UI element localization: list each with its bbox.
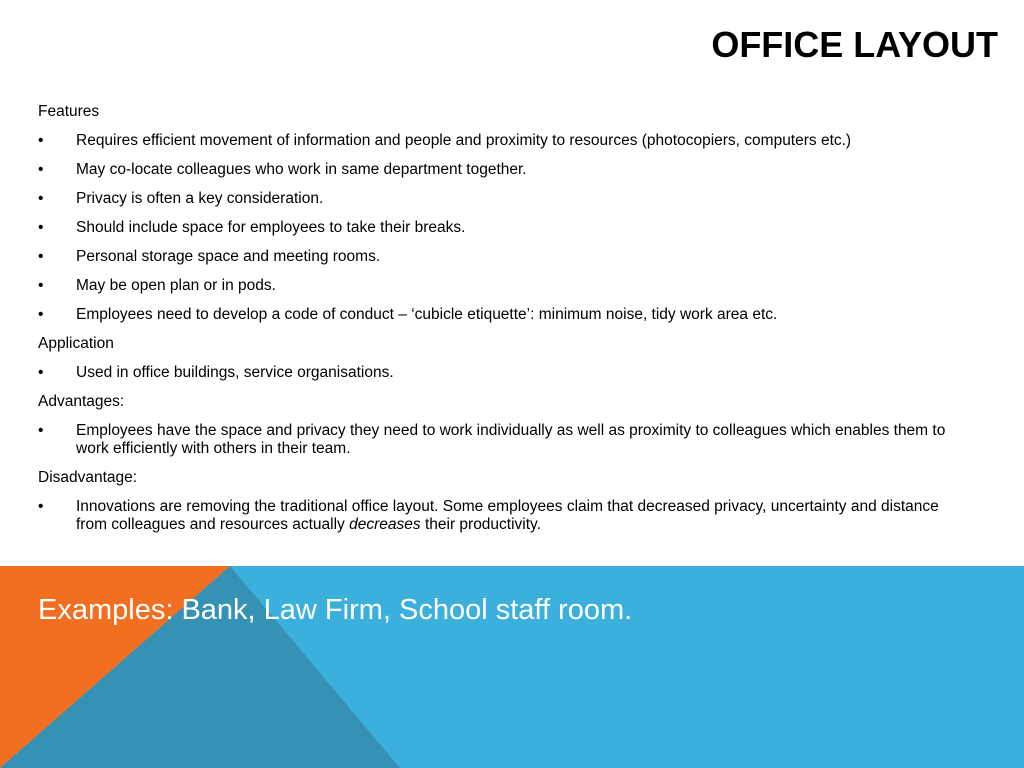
list-item-text: Privacy is often a key consideration.	[76, 190, 324, 207]
emphasis-text: decreases	[349, 516, 421, 533]
list-item	[38, 190, 968, 208]
list-item	[38, 161, 968, 179]
list-item-text: May co-locate colleagues who work in same department together.	[76, 161, 527, 178]
list-item	[38, 498, 968, 534]
list-item-text: May be open plan or in pods.	[76, 277, 276, 294]
list-item	[38, 132, 968, 150]
list-item-text: Personal storage space and meeting rooms.	[76, 248, 381, 265]
bullet-icon: •	[38, 277, 44, 294]
list-item	[38, 306, 968, 324]
text-run: their productivity.	[420, 516, 541, 533]
list-item-text: Employees have the space and privacy they need to work individually as well as proximity to colleagues which enables them to work efficiently with others in their team.	[76, 422, 946, 457]
slide-title: OFFICE LAYOUT	[711, 24, 998, 65]
application-heading: Application	[38, 335, 114, 352]
bullet-icon: •	[38, 190, 44, 207]
bullet-icon: •	[38, 132, 44, 149]
list-item-text: Employees need to develop a code of conduct – ‘cubicle etiquette’: minimum noise, tidy work area etc.	[76, 306, 778, 323]
list-item-text: Should include space for employees to take their breaks.	[76, 219, 466, 236]
slide-body	[38, 103, 968, 545]
bullet-icon: •	[38, 422, 44, 439]
list-item	[38, 364, 968, 382]
bullet-icon: •	[38, 498, 44, 515]
list-item	[38, 277, 968, 295]
bullet-icon: •	[38, 161, 44, 178]
bullet-icon: •	[38, 248, 44, 265]
disadvantage-heading: Disadvantage:	[38, 469, 138, 486]
text-run: Innovations are removing the traditional office layout. Some employees claim that decreased privacy, uncertainty and distance from colleagues and resources actually	[76, 498, 939, 533]
bullet-icon: •	[38, 306, 44, 323]
bullet-icon: •	[38, 364, 44, 381]
list-item-text: Used in office buildings, service organisations.	[76, 364, 394, 381]
bullet-icon: •	[38, 219, 44, 236]
features-heading: Features	[38, 103, 100, 120]
list-item-text: Requires efficient movement of information and people and proximity to resources (photocopiers, computers etc.)	[76, 132, 852, 149]
list-item	[38, 219, 968, 237]
list-item	[38, 422, 968, 458]
advantages-heading: Advantages:	[38, 393, 125, 410]
examples-text: Examples: Bank, Law Firm, School staff room.	[38, 594, 633, 626]
list-item	[38, 248, 968, 266]
list-item-text	[76, 498, 968, 534]
